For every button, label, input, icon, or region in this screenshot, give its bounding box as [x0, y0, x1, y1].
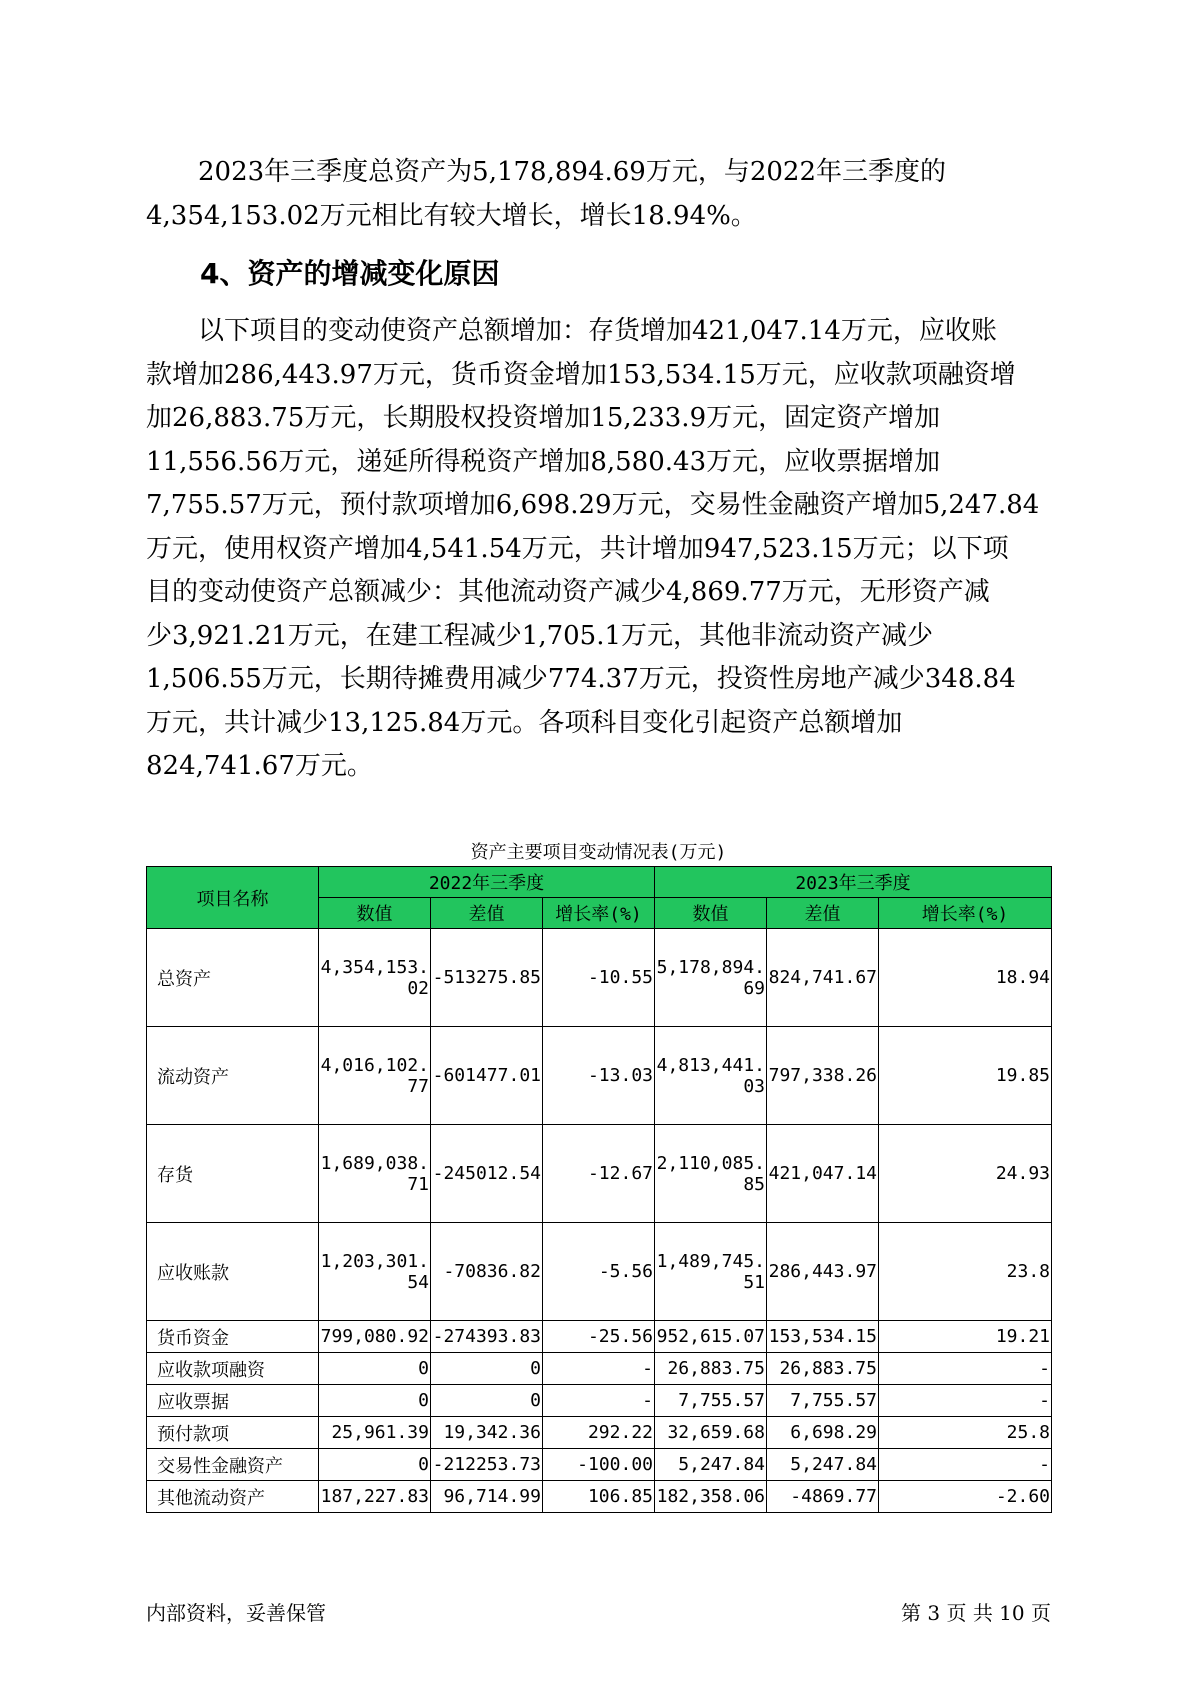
- table-row: [147, 1027, 1052, 1125]
- cell-rate: 25.8: [879, 1417, 1052, 1449]
- header-diff: 差值: [431, 898, 543, 929]
- cell-value: 26,883.75: [655, 1353, 767, 1385]
- paragraph-line: 万元，共计减少13,125.84万元。各项科目变化引起资产总额增加: [146, 707, 903, 738]
- cell-rate: -: [879, 1449, 1052, 1481]
- cell-value: 0: [319, 1449, 431, 1481]
- table-row: [147, 1353, 1052, 1385]
- header-diff: 差值: [767, 898, 879, 929]
- cell-value: 1,489,745.51: [655, 1223, 767, 1321]
- paragraph-line: 11,556.56万元，递延所得税资产增加8,580.43万元，应收票据增加: [146, 446, 941, 477]
- table-row: [147, 1125, 1052, 1223]
- paragraph-line: 万元，使用权资产增加4,541.54万元，共计增加947,523.15万元；以下项: [146, 533, 1009, 564]
- cell-value: 4,354,153.02: [319, 929, 431, 1027]
- cell-value: 0: [319, 1353, 431, 1385]
- paragraph-line: 7,755.57万元，预付款项增加6,698.29万元，交易性金融资产增加5,247.84: [146, 490, 1040, 520]
- cell-value: 952,615.07: [655, 1321, 767, 1353]
- table-row: [147, 1449, 1052, 1481]
- cell-name: 存货: [147, 1125, 319, 1223]
- cell-value: 4,016,102.77: [319, 1027, 431, 1125]
- paragraph-line: 4,354,153.02万元相比有较大增长，增长18.94%。: [146, 200, 757, 231]
- cell-diff: -245012.54: [431, 1125, 543, 1223]
- table-row: [147, 1481, 1052, 1513]
- table-row: [147, 1321, 1052, 1353]
- cell-value: 1,689,038.71: [319, 1125, 431, 1223]
- cell-name: 其他流动资产: [147, 1481, 319, 1513]
- cell-diff: 96,714.99: [431, 1481, 543, 1513]
- cell-name: 预付款项: [147, 1417, 319, 1449]
- header-value: 数值: [319, 898, 431, 929]
- paragraph-total-assets: [146, 151, 1051, 238]
- cell-diff: 153,534.15: [767, 1321, 879, 1353]
- cell-rate: 24.93: [879, 1125, 1052, 1223]
- cell-diff: 26,883.75: [767, 1353, 879, 1385]
- paragraph-line: 1,506.55万元，长期待摊费用减少774.37万元，投资性房地产减少348.84: [146, 664, 1016, 694]
- header-period-2022: 2022年三季度: [319, 867, 655, 898]
- header-item-name: 项目名称: [147, 867, 319, 929]
- cell-rate: -25.56: [543, 1321, 655, 1353]
- cell-diff: -513275.85: [431, 929, 543, 1027]
- cell-value: 0: [319, 1385, 431, 1417]
- cell-value: 2,110,085.85: [655, 1125, 767, 1223]
- paragraph-line: 加26,883.75万元，长期股权投资增加15,233.9万元，固定资产增加: [146, 403, 941, 433]
- cell-diff: -601477.01: [431, 1027, 543, 1125]
- cell-diff: -4869.77: [767, 1481, 879, 1513]
- cell-name: 应收账款: [147, 1223, 319, 1321]
- cell-diff: 421,047.14: [767, 1125, 879, 1223]
- cell-value: 25,961.39: [319, 1417, 431, 1449]
- cell-value: 32,659.68: [655, 1417, 767, 1449]
- cell-name: 流动资产: [147, 1027, 319, 1125]
- cell-name: 货币资金: [147, 1321, 319, 1353]
- cell-diff: -274393.83: [431, 1321, 543, 1353]
- header-rate: 增长率(%): [879, 898, 1052, 929]
- cell-value: 4,813,441.03: [655, 1027, 767, 1125]
- cell-rate: -2.60: [879, 1481, 1052, 1513]
- paragraph-line: 2023年三季度总资产为5,178,894.69万元，与2022年三季度的: [198, 157, 947, 187]
- cell-diff: 797,338.26: [767, 1027, 879, 1125]
- cell-rate: -: [543, 1385, 655, 1417]
- paragraph-asset-changes: [146, 310, 1051, 789]
- paragraph-line: 款增加286,443.97万元，货币资金增加153,534.15万元，应收款项融资增: [146, 359, 1016, 390]
- cell-diff: -70836.82: [431, 1223, 543, 1321]
- footer-confidential-note: 内部资料，妥善保管: [146, 1601, 326, 1625]
- footer-page-number: 第 3 页 共 10 页: [901, 1601, 1051, 1625]
- cell-value: 182,358.06: [655, 1481, 767, 1513]
- cell-rate: -13.03: [543, 1027, 655, 1125]
- table-row: [147, 929, 1052, 1027]
- header-period-2023: 2023年三季度: [655, 867, 1052, 898]
- cell-diff: -212253.73: [431, 1449, 543, 1481]
- cell-value: 5,178,894.69: [655, 929, 767, 1027]
- cell-diff: 6,698.29: [767, 1417, 879, 1449]
- cell-value: 1,203,301.54: [319, 1223, 431, 1321]
- cell-value: 799,080.92: [319, 1321, 431, 1353]
- header-value: 数值: [655, 898, 767, 929]
- cell-diff: 0: [431, 1385, 543, 1417]
- paragraph-line: 以下项目的变动使资产总额增加：存货增加421,047.14万元，应收账: [198, 316, 997, 346]
- header-rate: 增长率(%): [543, 898, 655, 929]
- cell-rate: 18.94: [879, 929, 1052, 1027]
- paragraph-line: 少3,921.21万元，在建工程减少1,705.1万元，其他非流动资产减少: [146, 620, 934, 651]
- cell-name: 应收款项融资: [147, 1353, 319, 1385]
- cell-rate: 23.8: [879, 1223, 1052, 1321]
- section-heading: 4、资产的增减变化原因: [200, 257, 500, 290]
- cell-diff: 5,247.84: [767, 1449, 879, 1481]
- cell-diff: 286,443.97: [767, 1223, 879, 1321]
- cell-value: 5,247.84: [655, 1449, 767, 1481]
- cell-name: 总资产: [147, 929, 319, 1027]
- cell-value: 187,227.83: [319, 1481, 431, 1513]
- cell-diff: 19,342.36: [431, 1417, 543, 1449]
- cell-rate: -10.55: [543, 929, 655, 1027]
- cell-name: 应收票据: [147, 1385, 319, 1417]
- cell-rate: -: [879, 1385, 1052, 1417]
- cell-rate: 292.22: [543, 1417, 655, 1449]
- table-row: [147, 1417, 1052, 1449]
- paragraph-line: 目的变动使资产总额减少：其他流动资产减少4,869.77万元，无形资产减: [146, 577, 990, 607]
- cell-rate: -: [879, 1353, 1052, 1385]
- table-row: [147, 1385, 1052, 1417]
- cell-name: 交易性金融资产: [147, 1449, 319, 1481]
- cell-rate: 106.85: [543, 1481, 655, 1513]
- cell-rate: -100.00: [543, 1449, 655, 1481]
- cell-value: 7,755.57: [655, 1385, 767, 1417]
- cell-rate: -: [543, 1353, 655, 1385]
- table-row: [147, 1223, 1052, 1321]
- cell-diff: 824,741.67: [767, 929, 879, 1027]
- table-title: 资产主要项目变动情况表(万元): [470, 842, 727, 863]
- asset-change-table: [146, 866, 1052, 1513]
- cell-diff: 0: [431, 1353, 543, 1385]
- cell-rate: 19.21: [879, 1321, 1052, 1353]
- cell-rate: 19.85: [879, 1027, 1052, 1125]
- cell-rate: -12.67: [543, 1125, 655, 1223]
- cell-diff: 7,755.57: [767, 1385, 879, 1417]
- paragraph-line: 824,741.67万元。: [146, 751, 373, 781]
- cell-rate: -5.56: [543, 1223, 655, 1321]
